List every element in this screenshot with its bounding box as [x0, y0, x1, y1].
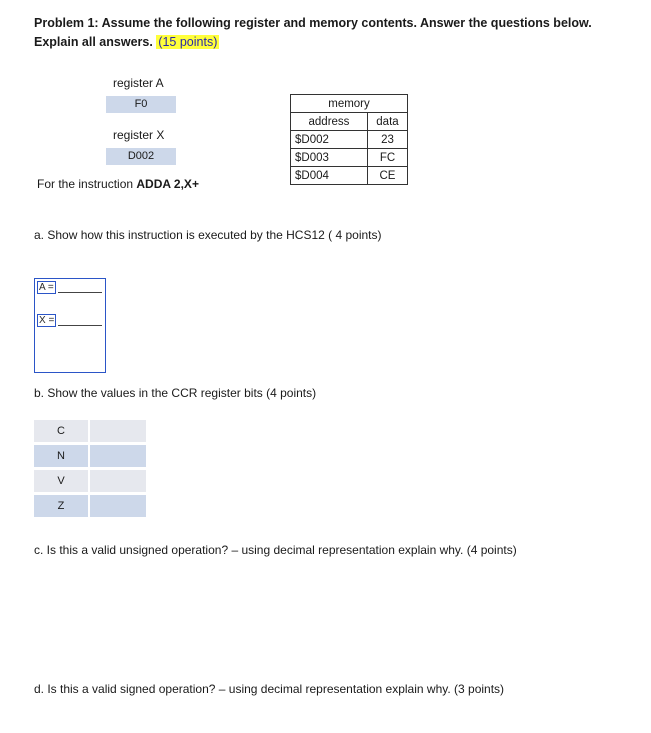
question-b: b. Show the values in the CCR register bits (4 points) [34, 386, 317, 400]
answer-a-blank[interactable] [58, 283, 102, 293]
register-x-value: D002 [106, 148, 176, 165]
data-cell: 23 [367, 131, 407, 149]
ccr-row-c [34, 420, 146, 442]
table-row [291, 149, 408, 167]
instruction-line [37, 177, 199, 191]
answer-x-line[interactable] [37, 315, 102, 326]
answer-a-line[interactable] [37, 282, 102, 293]
ccr-row-z [34, 495, 146, 517]
register-x-label: register X [113, 128, 165, 142]
ccr-row-n [34, 445, 146, 467]
problem-title [34, 14, 594, 52]
memory-title: memory [291, 95, 408, 113]
address-cell: $D003 [291, 149, 368, 167]
points-badge: (15 points) [158, 35, 218, 49]
data-header: data [367, 113, 407, 131]
answer-x-label: X = [39, 315, 55, 326]
ccr-bit-label: N [34, 445, 88, 467]
address-header: address [291, 113, 368, 131]
instruction-prefix: For the instruction [37, 177, 137, 191]
ccr-bit-value[interactable] [90, 420, 146, 442]
question-c: c. Is this a valid unsigned operation? – using decimal representation explain why. (4 points) [34, 543, 517, 557]
ccr-row-v [34, 470, 146, 492]
register-a-value: F0 [106, 96, 176, 113]
memory-table [290, 94, 408, 185]
memory-title-row [291, 95, 408, 113]
data-cell: FC [367, 149, 407, 167]
ccr-bit-label: C [34, 420, 88, 442]
data-cell: CE [367, 167, 407, 185]
answer-x-blank[interactable] [58, 316, 102, 326]
ccr-bit-value[interactable] [90, 445, 146, 467]
instruction-code: ADDA 2,X+ [136, 177, 199, 191]
address-cell: $D002 [291, 131, 368, 149]
register-a-label: register A [113, 76, 164, 90]
memory-header-row [291, 113, 408, 131]
answer-a-label: A = [39, 282, 54, 293]
problem-title-text: Problem 1: Assume the following register and memory contents. Answer the questions below. Explain all answers. [34, 16, 592, 49]
ccr-bit-label: Z [34, 495, 88, 517]
ccr-table [34, 420, 146, 520]
question-a: a. Show how this instruction is executed by the HCS12 ( 4 points) [34, 228, 382, 242]
question-d: d. Is this a valid signed operation? – using decimal representation explain why. (3 points) [34, 682, 505, 696]
address-cell: $D004 [291, 167, 368, 185]
table-row [291, 131, 408, 149]
answer-box[interactable] [34, 278, 106, 373]
table-row [291, 167, 408, 185]
ccr-bit-label: V [34, 470, 88, 492]
ccr-bit-value[interactable] [90, 470, 146, 492]
ccr-bit-value[interactable] [90, 495, 146, 517]
